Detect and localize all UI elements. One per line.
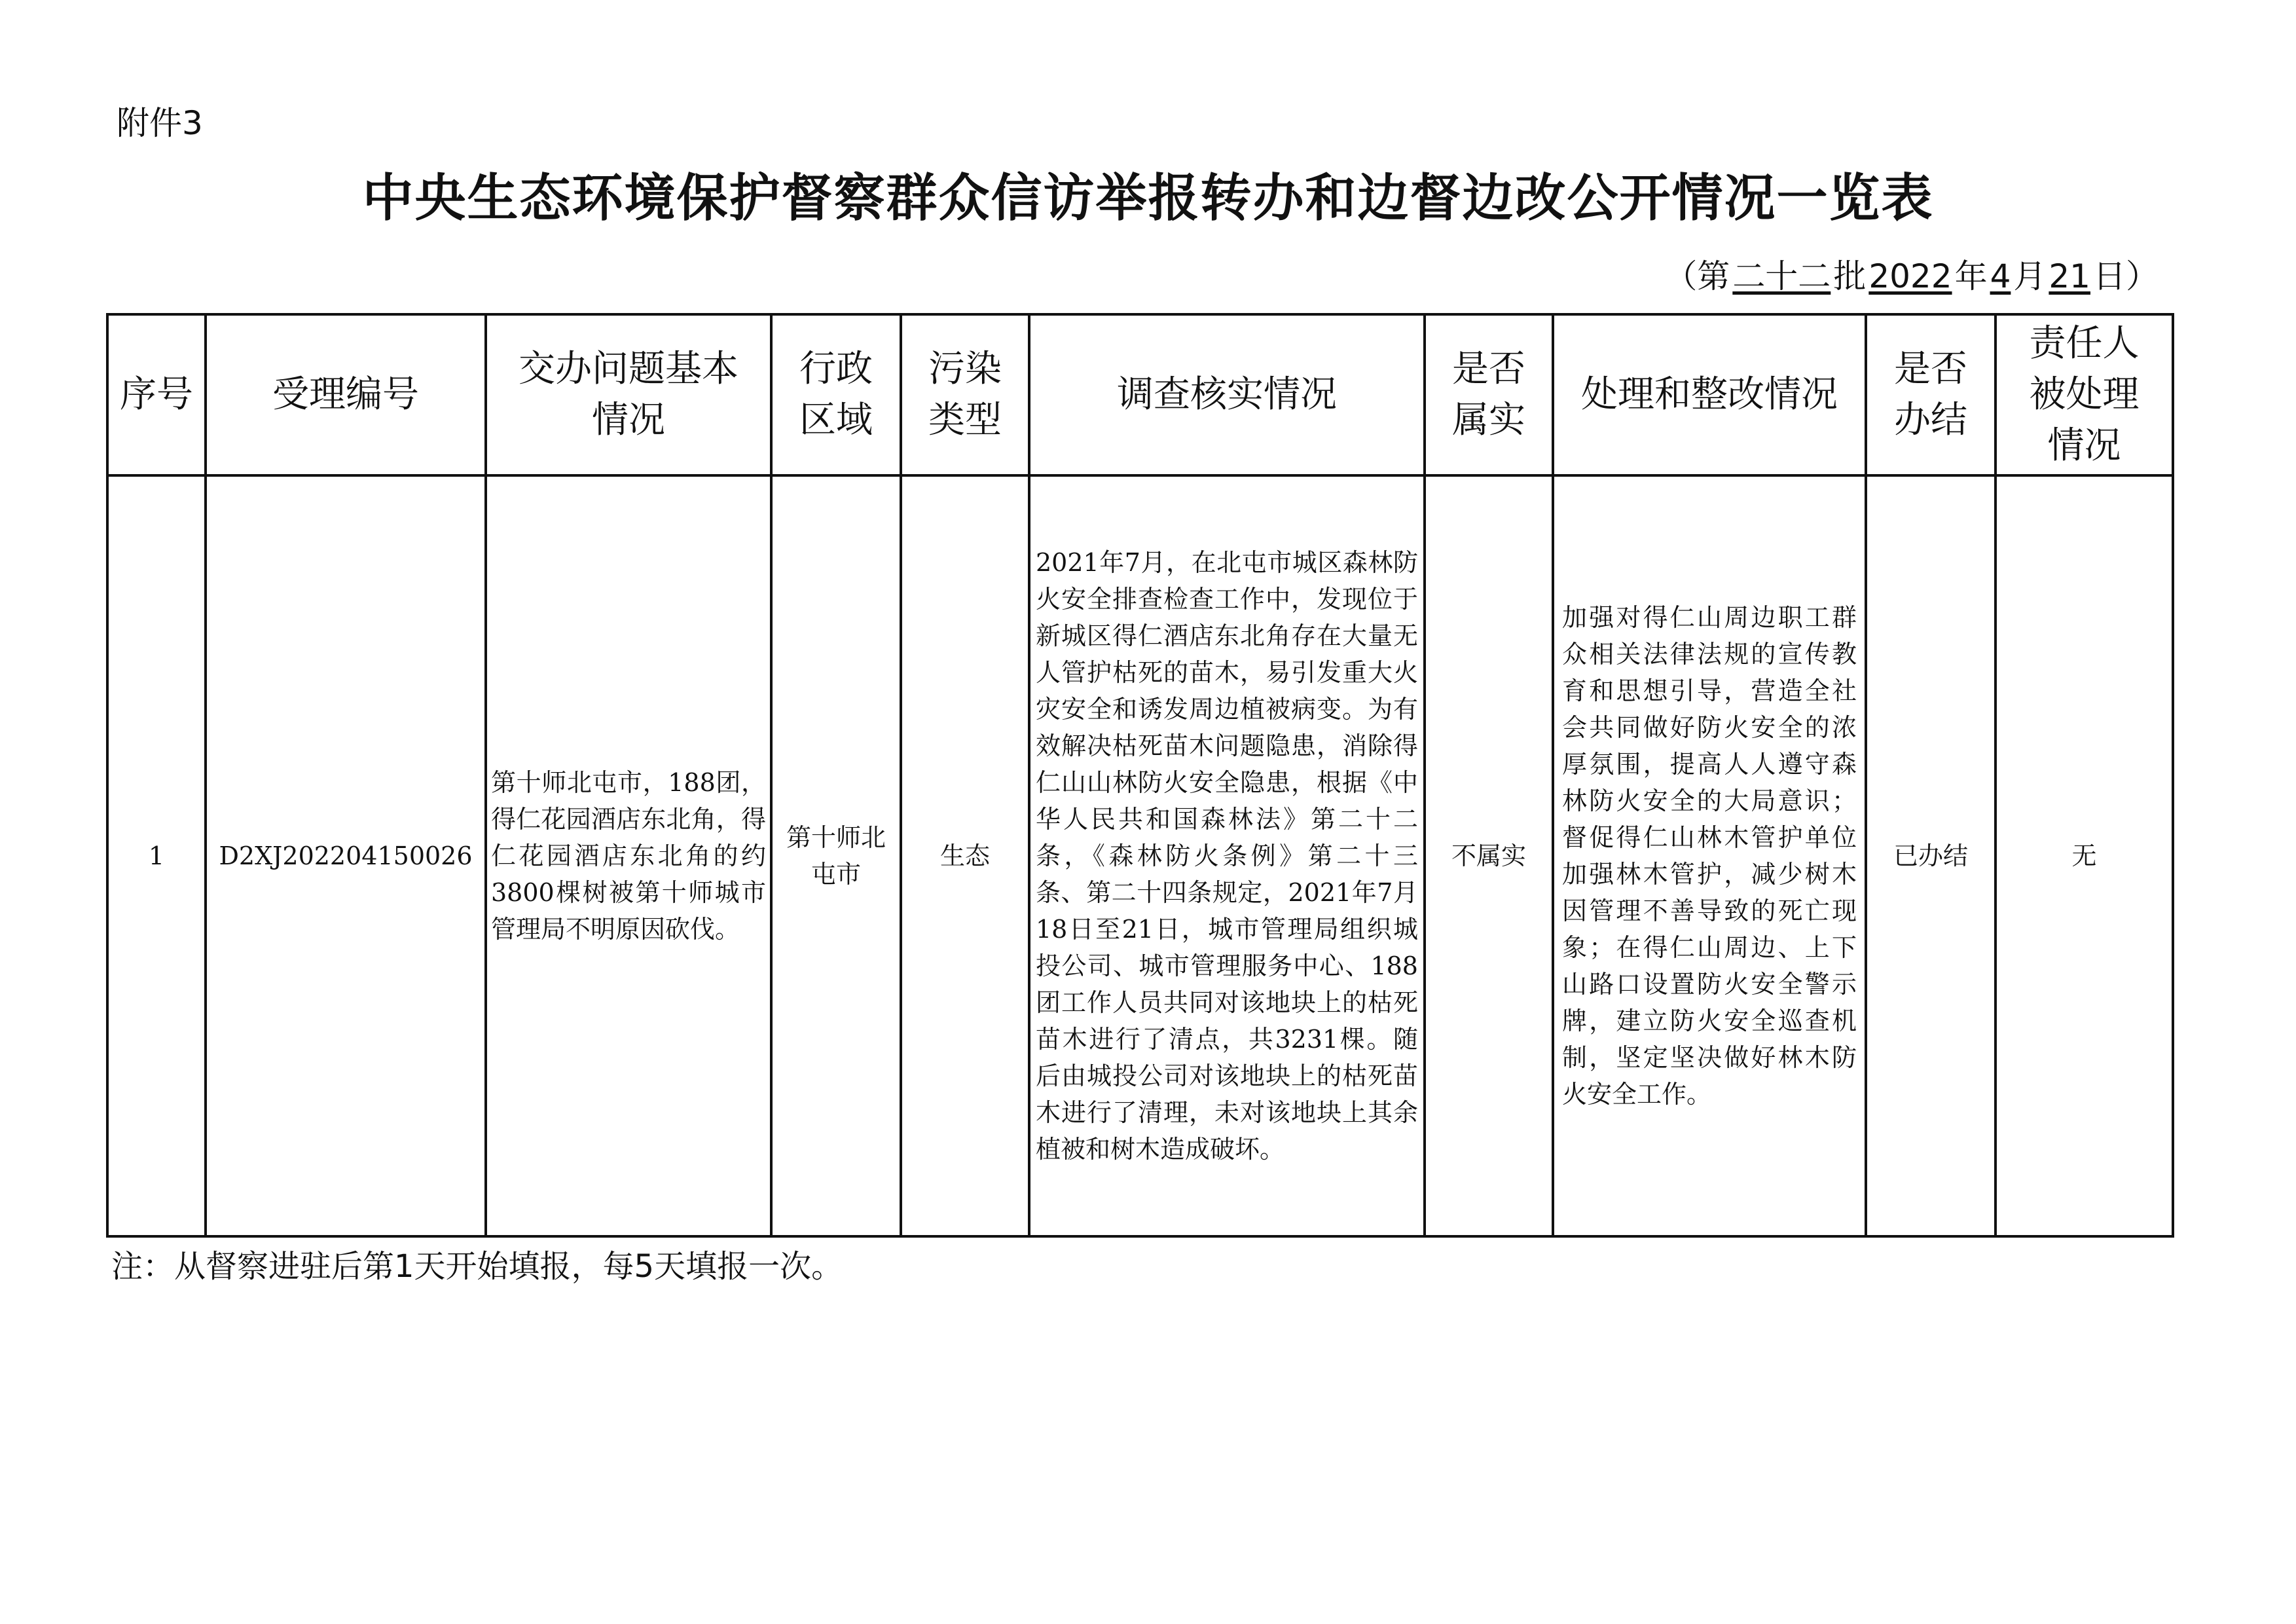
cell-issue-text: 第十师北屯市，188团，得仁花园酒店东北角，得仁花园酒店东北角的约3800棵树被第十师城市管理局不明原因砍伐。 xyxy=(491,768,766,944)
header-is-closed xyxy=(1866,314,1995,475)
footnote: 注：从督察进驻后第1天开始填报，每5天填报一次。 xyxy=(111,1248,843,1285)
cell-investigation xyxy=(1029,475,1425,1236)
table-row xyxy=(107,475,2173,1236)
header-region xyxy=(771,314,901,475)
header-index: 序号 xyxy=(107,314,206,475)
cell-handling xyxy=(1553,475,1866,1236)
attachment-label: 附件3 xyxy=(117,104,203,142)
batch-day: 21 xyxy=(2049,257,2090,295)
header-investigation: 调查核实情况 xyxy=(1029,314,1425,475)
batch-day-word: 日） xyxy=(2093,257,2159,295)
report-table xyxy=(106,313,2174,1238)
batch-prefix: （第 xyxy=(1664,257,1730,295)
header-handling: 处理和整改情况 xyxy=(1553,314,1866,475)
header-responsible xyxy=(1995,314,2173,475)
batch-month: 4 xyxy=(1990,257,2011,295)
header-responsible-text: 责任人被处理情况 xyxy=(2029,322,2140,467)
cell-is-true: 不属实 xyxy=(1425,475,1553,1236)
cell-handling-text: 加强对得仁山周边职工群众相关法律法规的宣传教育和思想引导，营造全社会共同做好防火安全的浓厚氛围，提高人人遵守森林防火安全的大局意识；督促得仁山林木管护单位加强林木管护，减少树木因管理不善导致的死亡现象；在得仁山周边、上下山路口设置防火安全警示牌，建立防火安全巡查机制，坚定坚决做好林木防火安全工作。 xyxy=(1562,603,1857,1109)
batch-year: 2022 xyxy=(1868,257,1952,295)
batch-year-word: 年 xyxy=(1954,257,1988,295)
header-pollution-text: 污染类型 xyxy=(928,348,1002,441)
batch-word: 批 xyxy=(1833,257,1867,295)
batch-number: 二十二 xyxy=(1732,257,1831,295)
cell-region xyxy=(771,475,901,1236)
header-issue xyxy=(486,314,771,475)
cell-is-closed: 已办结 xyxy=(1866,475,1995,1236)
cell-pollution-type: 生态 xyxy=(901,475,1029,1236)
header-is-true-text: 是否属实 xyxy=(1452,348,1525,441)
cell-issue xyxy=(486,475,771,1236)
header-region-text: 行政区域 xyxy=(799,348,873,441)
batch-info xyxy=(1664,250,2159,297)
cell-case-no: D2XJ202204150026 xyxy=(206,475,486,1236)
header-case-no: 受理编号 xyxy=(206,314,486,475)
page-title: 中央生态环境保护督察群众信访举报转办和边督边改公开情况一览表 xyxy=(362,169,1934,228)
header-pollution-type xyxy=(901,314,1029,475)
header-issue-text: 交办问题基本情况 xyxy=(519,348,738,441)
table-header-row xyxy=(107,314,2173,475)
cell-responsible: 无 xyxy=(1995,475,2173,1236)
header-is-closed-text: 是否办结 xyxy=(1894,348,1967,441)
cell-region-text: 第十师北屯市 xyxy=(786,823,886,889)
batch-month-word: 月 xyxy=(2013,257,2047,295)
cell-index: 1 xyxy=(107,475,206,1236)
cell-investigation-text: 2021年7月，在北屯市城区森林防火安全排查检查工作中，发现位于新城区得仁酒店东北角存在大量无人管护枯死的苗木，易引发重大火灾安全和诱发周边植被病变。为有效解决枯死苗木问题隐患，消除得仁山山林防火安全隐患，根据《中华人民共和国森林法》第二十二条，《森林防火条例》第二十三条、第二十四条规定，2021年7月18日至21日，城市管理局组织城投公司、城市管理服务中心、188团工作人员共同对该地块上的枯死苗木进行了清点，共3231棵。随后由城投公司对该地块上的枯死苗木进行了清理，未对该地块上其余植被和树木造成破坏。 xyxy=(1036,548,1418,1164)
header-is-true xyxy=(1425,314,1553,475)
